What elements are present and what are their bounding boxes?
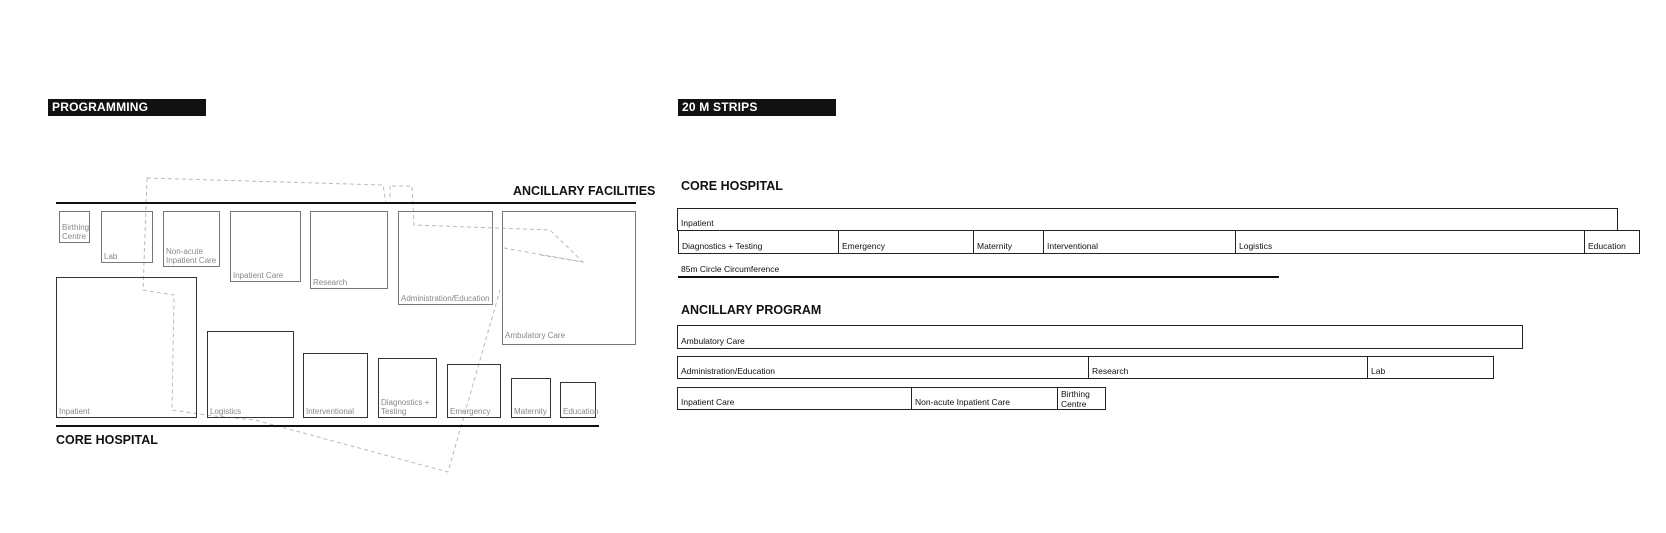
core-hospital-strips-heading: CORE HOSPITAL: [681, 179, 783, 193]
strip-label: Non-acute Inpatient Care: [915, 397, 1010, 407]
strip-label: Lab: [1371, 366, 1386, 376]
strip-interventional: [1043, 230, 1236, 254]
box-label: Administration/Education: [401, 294, 490, 303]
box-label: Inpatient Care: [233, 271, 284, 280]
box-label: Birthing Centre: [62, 223, 90, 241]
strip-inpatient-care: [677, 387, 912, 410]
box-label: Non-acute Inpatient Care: [166, 247, 217, 265]
ancillary-rule: [56, 202, 636, 204]
box-logistics: [207, 331, 294, 418]
strip-label: Logistics: [1239, 241, 1273, 251]
box-inpatient: [56, 277, 197, 418]
box-maternity: [511, 378, 551, 418]
strip-emergency: [838, 230, 974, 254]
strip-label: Education: [1588, 241, 1626, 251]
box-label: Education: [563, 407, 599, 416]
strip-logistics: [1235, 230, 1585, 254]
box-label: Interventional: [306, 407, 355, 416]
box-education: [560, 382, 599, 418]
box-label: Diagnostics + Testing: [381, 398, 430, 416]
circumference-rule: [678, 276, 1279, 278]
box-diagnostics-testing: [378, 358, 437, 418]
box-research: [310, 211, 388, 289]
box-non-acute-inpatient-care: [163, 211, 220, 267]
strip-label: Administration/Education: [681, 366, 776, 376]
programming-badge: PROGRAMMING: [48, 99, 206, 116]
strip-maternity: [973, 230, 1044, 254]
strip-label: Inpatient: [681, 218, 714, 228]
core-hospital-heading: CORE HOSPITAL: [56, 433, 158, 447]
strip-label: Research: [1092, 366, 1129, 376]
strip-non-acute-inpatient-care: [911, 387, 1058, 410]
box-label: Logistics: [210, 407, 242, 416]
strips-badge: 20 M STRIPS: [678, 99, 836, 116]
strip-ambulatory-care: [677, 325, 1523, 349]
strip-lab: [1367, 356, 1494, 379]
strip-label: Birthing Centre: [1061, 389, 1090, 409]
box-label: Emergency: [450, 407, 491, 416]
circumference-label: 85m Circle Circumference: [681, 264, 780, 274]
strip-education: [1584, 230, 1640, 254]
box-inpatient-care: [230, 211, 301, 282]
strip-label: Ambulatory Care: [681, 336, 745, 346]
strip-inpatient: [677, 208, 1618, 231]
strip-diagnostics-testing: [678, 230, 839, 254]
box-administration-education: [398, 211, 493, 305]
strip-label: Interventional: [1047, 241, 1099, 251]
box-label: Maternity: [514, 407, 547, 416]
box-interventional: [303, 353, 368, 418]
strip-label: Maternity: [977, 241, 1012, 251]
strip-label: Inpatient Care: [681, 397, 735, 407]
strip-label: Diagnostics + Testing: [682, 241, 763, 251]
strip-label: Emergency: [842, 241, 885, 251]
box-emergency: [447, 364, 501, 418]
box-label: Ambulatory Care: [505, 331, 566, 340]
box-ambulatory-care: [502, 211, 636, 345]
ancillary-program-heading: ANCILLARY PROGRAM: [681, 303, 822, 317]
box-label: Research: [313, 278, 348, 287]
strip-research: [1088, 356, 1368, 379]
core-hospital-rule: [56, 425, 599, 427]
box-lab: [101, 211, 153, 263]
strip-birthing-centre: [1057, 387, 1106, 410]
box-label: Lab: [104, 252, 118, 261]
box-label: Inpatient: [59, 407, 90, 416]
strip-administration-education: [677, 356, 1089, 379]
ancillary-facilities-heading: ANCILLARY FACILITIES: [513, 184, 656, 198]
box-birthing-centre: [59, 211, 90, 243]
